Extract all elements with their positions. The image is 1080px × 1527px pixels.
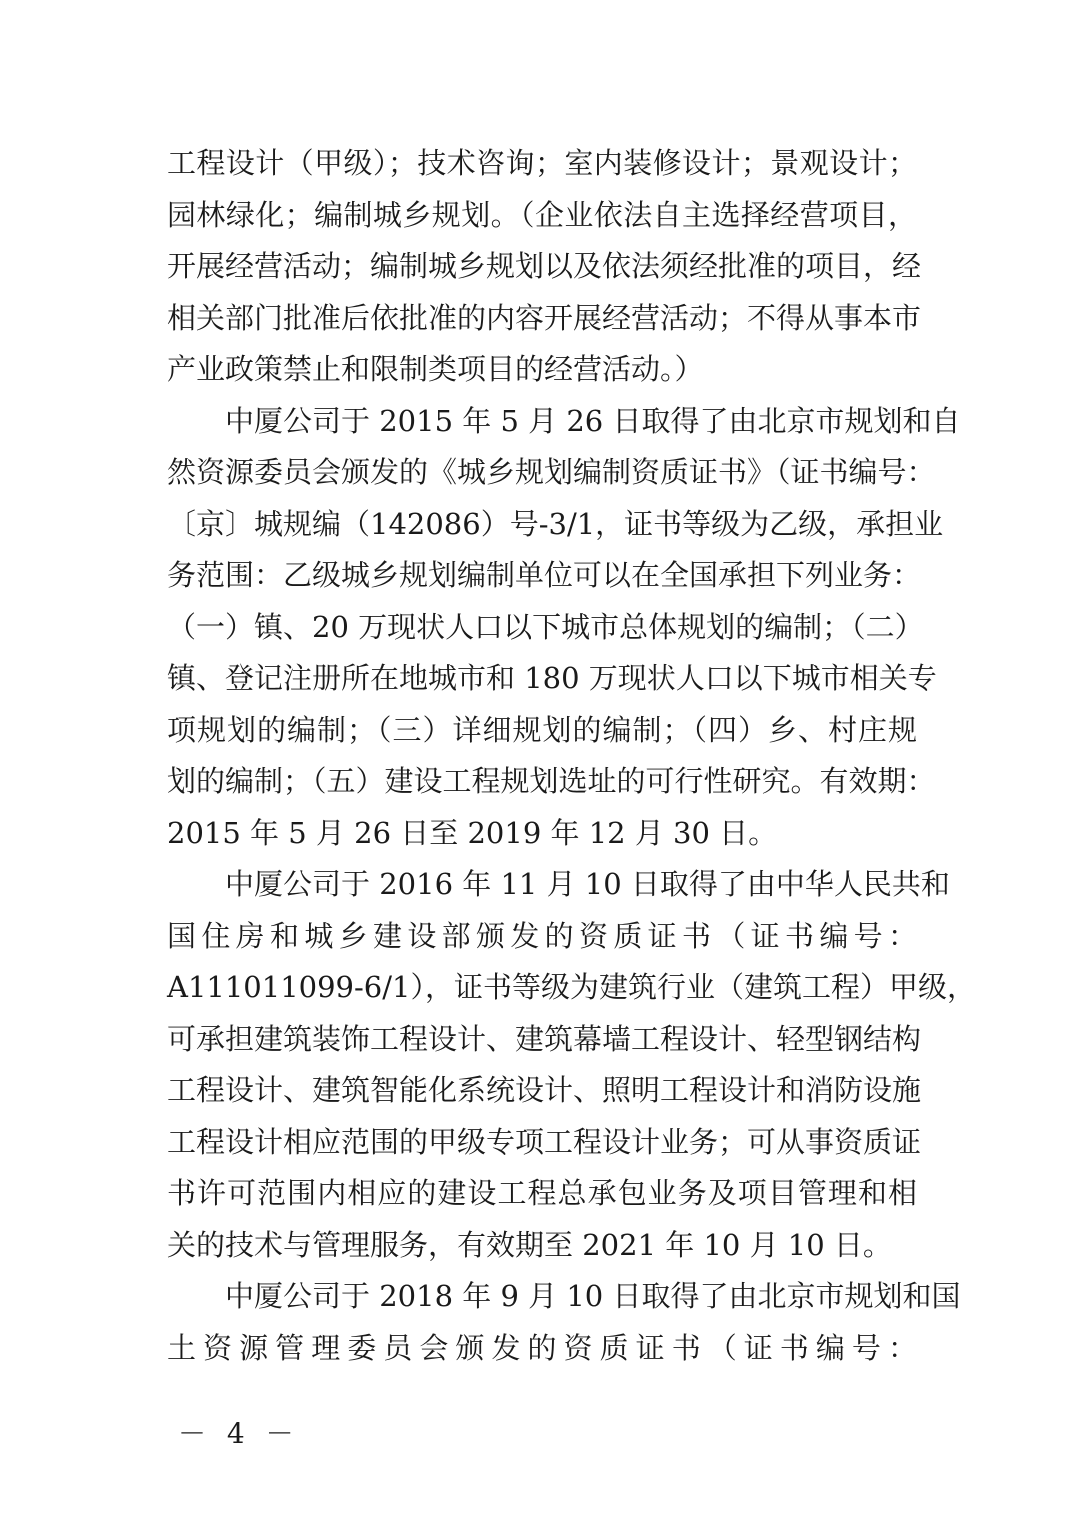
text-line: 产业政策禁止和限制类项目的经营活动。）	[167, 352, 704, 386]
text-line: 中厦公司于 2018 年 9 月 10 日取得了由北京市规划和国	[225, 1279, 961, 1313]
text-line: 可承担建筑装饰工程设计、建筑幕墙工程设计、轻型钢结构	[167, 1021, 922, 1056]
text-line: 中厦公司于 2015 年 5 月 26 日取得了由北京市规划和自	[225, 403, 961, 438]
text-line: 工程设计（甲级）；技术咨询；室内装修设计；景观设计；	[167, 146, 917, 180]
text-line: 土资源管理委员会颁发的资质证书（证书编号：	[167, 1330, 917, 1365]
text-line: 中厦公司于 2016 年 11 月 10 日取得了由中华人民共和	[225, 867, 950, 901]
text-line: 书许可范围内相应的建设工程总承包业务及项目管理和相	[167, 1176, 917, 1210]
text-line: 务范围：乙级城乡规划编制单位可以在全国承担下列业务：	[167, 558, 922, 592]
text-line: 项规划的编制；（三）详细规划的编制；（四）乡、村庄规	[167, 712, 917, 747]
text-line: 工程设计相应范围的甲级专项工程设计业务；可从事资质证	[167, 1124, 922, 1159]
text-line: 相关部门批准后依批准的内容开展经营活动；不得从事本市	[167, 300, 922, 335]
text-line: （一）镇、20 万现状人口以下城市总体规划的编制；（二）	[167, 609, 924, 644]
text-line: 工程设计、建筑智能化系统设计、照明工程设计和消防设施	[167, 1073, 922, 1107]
page-number: － 4 －	[178, 1417, 300, 1450]
text-line: 开展经营活动；编制城乡规划以及依法须经批准的项目，经	[167, 249, 922, 283]
text-line: 关的技术与管理服务，有效期至 2021 年 10 月 10 日。	[167, 1227, 892, 1262]
text-line: 〔京〕城规编（142086）号-3/1，证书等级为乙级，承担业	[167, 506, 944, 541]
text-line: 然资源委员会颁发的《城乡规划编制资质证书》（证书编号：	[167, 455, 936, 489]
text-line: 划的编制；（五）建设工程规划选址的可行性研究。有效期：	[167, 764, 936, 798]
text-line: 园林绿化；编制城乡规划。（企业依法自主选择经营项目，	[167, 197, 917, 232]
text-line: 2015 年 5 月 26 日至 2019 年 12 月 30 日。	[167, 815, 778, 850]
text-line: 国住房和城乡建设部颁发的资质证书（证书编号：	[167, 918, 917, 953]
text-line: A111011099-6/1），证书等级为建筑行业（建筑工程）甲级，	[167, 970, 976, 1004]
document-body	[167, 138, 976, 1374]
text-line: 镇、登记注册所在地城市和 180 万现状人口以下城市相关专	[167, 661, 937, 695]
